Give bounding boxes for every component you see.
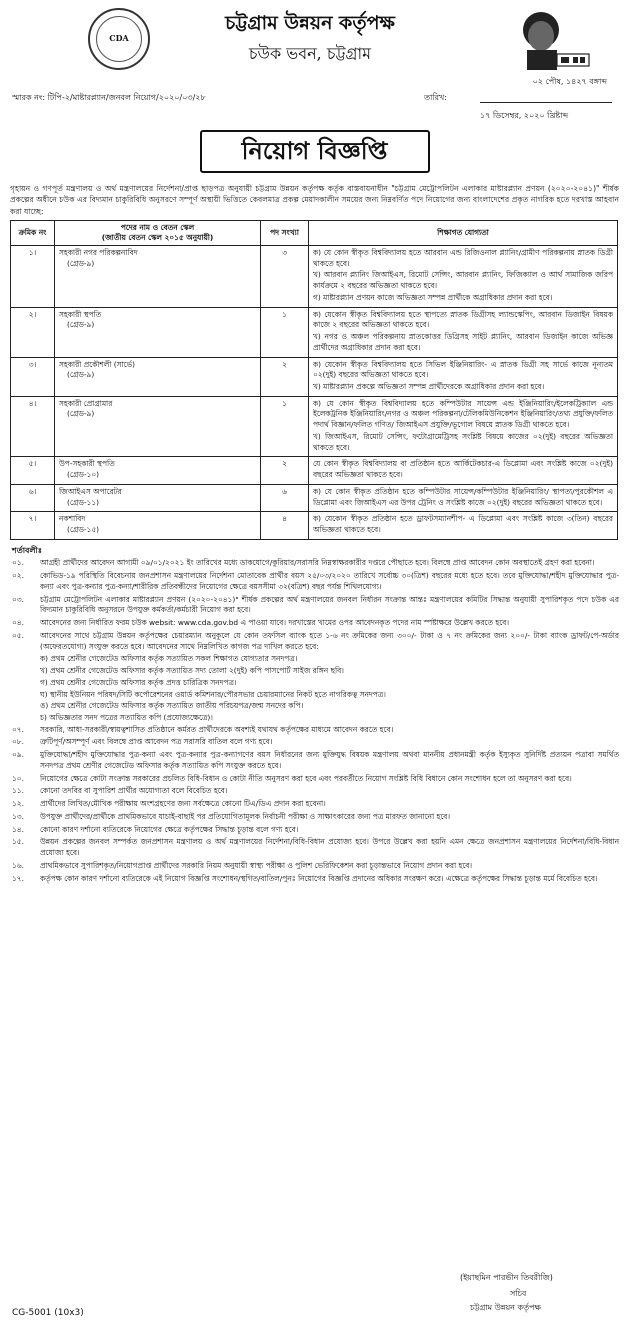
cell-qualification [309, 396, 618, 457]
term-text: প্রাথমিকভাবে সুপারিশকৃত/নিয়োগপ্রাপ্ত প্রার্থীদের সরকারি নিয়ম অনুযায়ী স্বাস্থ্য পরীক্ষা ও পুলিশ ভেরিফিকেশন করা চূড়ান্তভাবে নিয়োগ প্রদান করা হবে। [40, 860, 473, 870]
header-count: পদ সংখ্যা [261, 220, 309, 245]
post-grade: (গ্রেড-১১) [67, 497, 99, 507]
date-label: তারিখ: [424, 93, 447, 102]
term-text: কোনো কারণ দর্শানো ব্যতিরেকে নিয়োগের ক্ষেত্রে কর্তৃপক্ষের সিদ্ধান্ত চূড়ান্ত বলে গণ্য হবে। [40, 824, 299, 834]
header-post [55, 220, 261, 245]
cell-count: ৪ [261, 512, 309, 539]
term-text: সরকারি, আধা-সরকারী/স্বায়ত্বশাসিত প্রতিষ্ঠানে কর্মরত প্রার্থীদেরকে অবশ্যই যথাযথ কর্তৃপক্ষের মাধ্যমে আবেদন করতে হবে। [40, 724, 394, 734]
term-item [10, 595, 619, 616]
cell-post [55, 245, 261, 307]
organization-address: চউক ভবন, চট্টগ্রাম [248, 44, 372, 63]
qualification-item: ক) যেকোন স্বীকৃত প্রতিষ্ঠান হতে ড্রাফটসম্যানশীপ- এ ডিপ্লোমা এবং সংশ্লিষ্ট কাজে ৩(তিন) বছরের অভিজ্ঞতা থাকতে হবে। [313, 514, 613, 535]
cell-count: ১ [261, 396, 309, 457]
table-header-row [11, 220, 618, 245]
signature-block [0, 1262, 629, 1327]
term-number: ০৫. [12, 630, 24, 640]
document-requirement-item: ক) প্রথম শ্রেনীর গেজেটেড অফিসার কর্তৃক সত্যায়িত সকল শিক্ষাগত যোগ্যতার সনদপত্র। [40, 654, 298, 664]
term-number: ০৪. [12, 618, 24, 628]
cell-post [55, 512, 261, 539]
term-text: ত্রুটিপূর্ণ/অসম্পূর্ণ এবং বিলম্বে প্রাপ্ত আবেদন পত্র সরাসরি বাতিল বলে গণ্য হবে। [40, 737, 273, 747]
term-item [10, 558, 619, 569]
document-requirement-item: ঙ) প্রথম শ্রেনীর গেজেটেড অফিসার কর্তৃক সত্যায়িত জাতীয় পরিচয়পত্র/জন্ম সনদের কপি। [40, 701, 304, 711]
bangla-date: ০২ পৌষ, ১৪২৭ বঙ্গাব্দ [532, 77, 607, 86]
term-text: আগ্রহী প্রার্থীদের আবেদন আগামী ০৯/০১/২০২১ ইং তারিখের মধ্যে ডাকযোগে/কুরিয়ার/সরাসরি নিম্নস্বাক্ষরকারীর দপ্তরে পৌছাতে হবে। বিলম্বে প্রাপ্ত আবেদন কোন অবস্থাতেই গ্রহণ করা হবেনা। [40, 558, 595, 568]
header-serial: ক্রমিক নং [11, 220, 55, 245]
document-requirement-item: গ) প্রথম শ্রেনীর গেজেটেড অফিসার কর্তৃক প্রদত্ত চারিত্রিক সনদপত্র। [40, 677, 237, 687]
header-qualification: শিক্ষাগত যোগ্যতা [309, 220, 618, 245]
letterhead [10, 6, 619, 90]
term-text: নিয়োগের ক্ষেত্রে কোটা সংক্রান্ত সরকারের প্রচলিত বিধি-বিধান ও কোটা নীতি অনুসরণ করা হবে এবং পরবর্তীতে নিয়োগ সংশ্লিষ্ট বিধি বিধানে কোন সংশোধন হলে তা অনুসরণ করা হবে। [40, 773, 572, 783]
cell-serial: ৬। [11, 484, 55, 511]
term-number: ০১. [12, 558, 24, 568]
qualification-item: যে কোন স্বীকৃত বিশ্ববিদ্যালয় বা প্রতিষ্ঠান হতে আর্কিটেকচার-এ ডিপ্লোমা এবং সংশ্লিষ্ট কাজে ০২(দুই) বছরের অভিজ্ঞতা থাকতে হবে। [313, 459, 613, 480]
table-row [11, 307, 618, 357]
term-item [10, 631, 619, 652]
cell-post [55, 484, 261, 511]
cell-post [55, 307, 261, 357]
cell-qualification [309, 357, 618, 396]
cell-qualification [309, 484, 618, 511]
signatory-name: (ইয়াছমিন পারভীন তিবরীজি) [460, 1273, 553, 1282]
intro-paragraph: গৃহায়ন ও গণপূর্ত মন্ত্রণালয় ও অর্থ মন্ত্রণালয়ের নির্দেশনা/প্রাপ্ত ছাড়পত্র অনুযায়ী চট্টগ্রাম উন্নয়ন কর্তৃপক্ষ কর্তৃক বাস্তবায়নাধীন "চট্টগ্রাম মেট্রোপলিটন এলাকার মাষ্টারপ্ল্যান প্রণয়ন (২০২০-২০৪১)" শীর্ষক প্রকল্পের অধীনে চউক এর বিদ্যমান চাকুরিবিধি অনুসরণে সম্পূর্ণ অস্থায়ী ভিত্তিতে কেবলমাত্র প্রকল্প মেয়াদকালীন সময়ের জন্য নিম্নবর্ণিত পদে নিয়োগের জন্য বাংলাদেশের প্রকৃত নাগরিক হতে দরখাস্ত আহবান করা যাচ্ছে: [10, 183, 619, 216]
post-grade: (গ্রেড-১০) [67, 470, 100, 480]
term-item [10, 737, 619, 748]
post-grade: (গ্রেড-৯) [67, 409, 95, 419]
cell-serial: ২। [11, 307, 55, 357]
term-number: ১৩. [12, 811, 24, 821]
qualification-item: খ) জিআইএস, রিমোট সেন্সিং, ফটোগ্রামেট্রিসহ সংশ্লিষ্ট বিষয়ে কাজের ০২(দুই) বছরের অভিজ্ঞতা থাকতে হবে। [313, 431, 613, 452]
cell-count: ৬ [261, 484, 309, 511]
qualification-item: ক) যেকোন স্বীকৃত বিশ্ববিদ্যালয় হতে স্থাপত্যে স্নাতক ডিগ্রীসহ ল্যান্ডস্কেপিং, আরবান ডিজাইন বিষয়ক কাজে ২ বছরের অভিজ্ঞতা থাকতে হবে। [313, 309, 613, 330]
table-row [11, 396, 618, 457]
cell-serial: ৭। [11, 512, 55, 539]
term-text: উন্নয়ন প্রকল্পের জনবল সম্পর্কত জনপ্রশাসন মন্ত্রণালয় ও অর্থ মন্ত্রণালয়ের নির্দেশনা/বিধি-বিধান প্রযোজ্য হবে। উপরে উল্লেখ করা হয়নি এমন ক্ষেত্রে জনপ্রশাসন মন্ত্রণালয়ের নির্দেশনা/বিধি-বিধান প্রযোজ্য হবে। [40, 837, 619, 858]
term-text: প্রার্থীদের লিখিত/মৌখিক পরীক্ষায় অংশগ্রহণের জন্য সর্বক্ষেত্রে কোনো টিএ/ডিএ প্রদান করা হবেনা। [40, 799, 326, 809]
term-number: ০৯. [12, 750, 24, 760]
post-name: জিআইএস অপারেটর [59, 486, 122, 496]
term-text: মুক্তিযোদ্ধা/শহীদ মুক্তিযোদ্ধার পুত্র-কন্যা এবং পুত্র-কন্যার পুত্র-কন্যাগণের বয়স নির্ধারনের জন্য মুক্তিযুদ্ধ বিষয়ক মন্ত্রণালয় অথবা মাননীয় প্রধানমন্ত্রী কর্তৃক ইস্যুকৃত সুনির্দিষ্ট প্রত্যয়ন পত্রাবা সমর্থিত সনদপত্র প্রথম শ্রেণীর গেজেটেড অফিসার কর্তৃক সত্যায়িত কপি সংযুক্ত করতে হবে। [40, 750, 619, 770]
header-post-sub: (জাতীয় বেতন স্কেল ২০১৫ অনুযায়ী) [101, 232, 214, 242]
cell-serial: ৫। [11, 457, 55, 484]
term-number: ১৭. [12, 873, 24, 883]
term-item [10, 837, 619, 858]
post-name: সহকারী প্রকৌশলী (সার্ভে) [59, 359, 135, 369]
qualification-item: খ) নগর ও অঞ্চল পরিকল্পনায় স্নাতকোত্তর ডিগ্রিসহ সাইট প্ল্যানিং, আরবান ডিজাইন কাজে অভিজ্ঞ প্রার্থীদের অগ্রাধিকার প্রদান করা হবে। [313, 332, 613, 352]
term-text: কর্তৃপক্ষ কোন কারণ দর্শানো ব্যতিরেকে এই নিয়োগ বিজ্ঞপ্তি সংশোধন/স্থগিত/বাতিল/পুনঃ নিয়োগের বিজ্ঞপ্তি প্রদানের অধিকার সংরক্ষণ করে। এক্ষেত্রে কর্তৃপক্ষের সিদ্ধান্ত চূড়ান্ত মর্মে বিবেচিত হবে। [40, 873, 598, 883]
cell-post [55, 357, 261, 396]
qualification-item: ক) যে কোন স্বীকৃত প্রতিষ্ঠান হতে কম্পিউটার সায়েন্স/কম্পিউটার ইঞ্জিনিয়ারিং/ স্থাপত্য/পুরকৌশল এ ডিপ্লোমা এবং জিআইএস এর উপর ট্রেনিং ও সংশ্লিষ্ট কাজে ০২(দুই) বছরের অভিজ্ঞতা থাকতে হবে। [313, 486, 613, 507]
term-number: ১৪. [12, 824, 24, 834]
english-date: ১৭ ডিসেম্বর, ২০২০ খ্রিষ্টাব্দ [480, 111, 569, 120]
table-row [11, 357, 618, 396]
term-number: ০৩. [12, 594, 24, 604]
cell-post [55, 396, 261, 457]
post-name: উপ-সহকারী স্থপতি [59, 459, 115, 469]
cell-count: ২ [261, 357, 309, 396]
term-item [10, 725, 619, 736]
term-number: ১১. [12, 786, 24, 796]
mujib-centenary-logo [513, 6, 591, 70]
term-number: ০২. [12, 571, 24, 581]
signatory-title: সচিব [510, 1289, 527, 1298]
cell-count: ১ [261, 307, 309, 357]
qualification-item: ক) যে কোন স্বীকৃত বিশ্ববিদ্যালয় হতে কম্পিউটার সায়েন্স এন্ড ইঞ্জিনিয়ারিং/ইলেকট্রিক্যাল এন্ড ইলেকট্রনিক ইঞ্জিনিয়ারিং/নগর ও অঞ্চল পরিকল্পনা/টেলিকমিউনিকেশন ইঞ্জিনিয়ারিং/তথ্য প্রযুক্তি/ফলিত পদার্থ বিজ্ঞান/ফলিত গণিত/ জিআইএস প্রযুক্তি/ভূগোল বিষয়ে স্নাতক ডিগ্রী থাকতে হবে। [313, 398, 613, 430]
term-item [10, 774, 619, 785]
term-item [10, 786, 619, 797]
term-text: আবেদনের জন্য নির্ধারিত ফরম চউক websit: www.cda.gov.bd এ পাওয়া যাবে। দরখাস্তের খামের ওপর আবেদনকৃত পদের নাম স্পষ্টাক্ষরে উল্লেখ করতে হবে। [40, 618, 509, 628]
term-number: ১৫. [12, 837, 24, 847]
signatory-organization: চট্টগ্রাম উন্নয়ন কর্তৃপক্ষ [470, 1303, 542, 1312]
table-row [11, 245, 618, 307]
cell-count: ২ [261, 457, 309, 484]
term-item [10, 825, 619, 836]
term-item [10, 861, 619, 872]
term-text: আবেদনের সাথে চট্টগ্রাম উন্নয়ন কর্তৃপক্ষের চেয়ারম্যান অনুকূলে যে কোন তফসিল ব্যাংক হতে ১-৬ নং ক্রমিকের জন্য ৩০০/- টাকা ও ৭ নং ক্রমিকের জন্য ২০০/- টাকা ব্যাংক ড্রাফট/পে-অর্ডার (অফেরতযোগ্য) সংযুক্ত করতে হবে। আবেদনের সাথে নিম্নলিখিত কাগজ পত্র দাখিল করতে হবে: [40, 630, 619, 651]
term-number: ১০. [12, 773, 24, 783]
document-requirement-item: চ) অভিজ্ঞতার সনদ পত্রের সত্যায়িত কপি (প্রযোজ্যক্ষেত্রে)। [40, 712, 213, 722]
cda-logo [88, 8, 150, 70]
cell-post [55, 457, 261, 484]
document-requirement-item: খ) প্রথম শ্রেনীর গেজেটেড অফিসার কর্তৃক সত্যায়িত সদ্য তোলা ২(দুই) কপি পাসপোর্ট সাইজ রঙ্গিন ছবি। [40, 666, 344, 676]
term-item [10, 571, 619, 592]
qualification-item: খ) মাষ্টারপ্ল্যান প্রকল্পে অভিজ্ঞতা সম্পন্ন প্রার্থীদেরকে অগ্রাধিকার প্রদান করা হবে। [313, 382, 545, 392]
post-grade: (গ্রেড-৯) [67, 258, 95, 268]
cell-serial: ৪। [11, 396, 55, 457]
document-requirement-item: ঘ) স্থানীয় ইউনিয়ন পরিষদ/সিটি কর্পোরেশনের ওয়ার্ড কমিশনার/পৌরসভার চেয়ারম্যানের নিকট হতে নাগরিকত্ব সনদপত্র। [40, 689, 386, 699]
post-name: সহকারী প্রোগ্রামার [59, 398, 113, 408]
term-text: চট্টগ্রাম মেট্রোপলিটন এলাকার মাষ্টারপ্ল্যান প্রণয়ন (২০২০-২০৪১)" শীর্ষক প্রকল্পের অর্থ মন্ত্রণালয়ের জনবল নির্ধারন সংক্রান্ত আন্তঃ মন্ত্রণালয়ের কমিটির সিদ্ধান্ত অনুযায়ী সুপারিশকৃত পদে চউক এর বিদ্যমান চাকুরিবিধি অনুসরনে উপযুক্ত কর্মকর্তা/কর্মচারী নিয়োগ করা হবে। [40, 594, 619, 615]
cda-logo-text: CDA [96, 16, 142, 62]
reference-number: স্মারক নং: টিপি-২/মাষ্টারপ্ল্যান/জনবল নিয়োগ/২০২০/০৩/২৮ [12, 93, 206, 102]
terms-title: শর্তাবলীঃ [12, 545, 43, 555]
cell-serial: ৩। [11, 357, 55, 396]
cell-qualification [309, 457, 618, 484]
term-item [10, 750, 619, 771]
term-text: কোভিড-১৯ পরিস্থিতি বিবেচনায় জনপ্রশাসন মন্ত্রণালয়ের নির্দেশনা মোতাবেক প্রার্থীর বয়স ২৫/০৩/২০২০ তারিখে সর্বোচ্চ ৩০(ত্রিশ) বছরের মধ্যে হতে হবে। তবে মুক্তিযোদ্ধা/শহীদ মুক্তিযোদ্ধার পুত্র-কন্যা এবং পুত্র-কন্যার পুত্র-কন্যা/শারীরিক প্রতিবন্ধীদের নিয়োগের ক্ষেত্রে বয়সসীমা ৩২(বত্রিশ) বছর পর্যন্ত শিথিলযোগ্য। [40, 571, 619, 591]
qualification-item: ক) যে কোন স্বীকৃত বিশ্ববিদ্যালয় হতে আরবান এন্ড রিজিওনাল প্ল্যানিং/গ্রামীণ পরিকল্পনায় স্নাতক ডিগ্রী থাকতে হবে। [313, 247, 613, 268]
post-grade: (গ্রেড-৯) [67, 320, 95, 330]
date-underline [480, 102, 612, 103]
header-post-label: পদের নাম ও বেতন স্কেল [120, 222, 195, 232]
terms-list [10, 558, 619, 884]
qualification-item: গ) মাষ্টারপ্ল্যান প্রণয়ন কাজে অভিজ্ঞতা সম্পন্ন প্রার্থীকে অগ্রাধিকার প্রদান করা হবে। [313, 292, 553, 302]
term-text: কোনো তদবির বা সুপারিশ প্রার্থীর অযোগ্যতা বলে বিবেচিত হবে। [40, 786, 228, 796]
post-name: নকশাবিদ [59, 514, 86, 524]
cell-qualification [309, 245, 618, 307]
post-grade: (গ্রেড-১৫) [67, 525, 99, 535]
cell-serial: ১। [11, 245, 55, 307]
term-number: ১৬. [12, 860, 24, 870]
reference-row [10, 90, 619, 126]
table-row [11, 512, 618, 539]
term-item [10, 618, 619, 629]
notice-title: নিয়োগ বিজ্ঞপ্তি [200, 130, 430, 173]
table-row [11, 457, 618, 484]
term-item [10, 799, 619, 810]
term-item [10, 874, 619, 885]
table-row [11, 484, 618, 511]
post-name: সহকারী স্থপতি [59, 309, 102, 319]
term-number: ০৭. [12, 724, 24, 734]
term-text: উপযুক্ত প্রার্থীদের/প্রার্থীকে প্রাথমিকভাবে যাচাই-বাছাই পর প্রতিযোগিতামূলক নির্বাচনী পরীক্ষা ও সাক্ষাৎকারের জন্য পত্র মারফত জানানো হবে। [40, 811, 451, 821]
qualification-item: খ) আরবান প্ল্যানিং জিআইএস, রিমোট সেন্সিং, আরবান প্ল্যানিং, ফিজিক্যাল ও আর্থ সামাজিক জরিপ কার্যক্রমে ২ বছরের অভিজ্ঞতা থাকতে হবে। [313, 270, 613, 291]
post-grade: (গ্রেড-৯) [67, 370, 95, 380]
cell-qualification [309, 512, 618, 539]
posts-table [10, 220, 618, 540]
organization-name: চট্টগ্রাম উন্নয়ন কর্তৃপক্ষ [225, 12, 395, 34]
qualification-item: ক) যেকোন স্বীকৃত বিশ্ববিদ্যালয় হতে সিভিল ইঞ্জিনিয়ারিং- এ স্নাতক ডিগ্রী সহ সার্ভে কাজে নূন্যতম ০২(দুই) বছরের অভিজ্ঞতা থাকতে হবে। [313, 359, 613, 380]
cell-count: ৩ [261, 245, 309, 307]
post-name: সহকারী নগর পরিকল্পনাবিদ [59, 247, 138, 257]
term-number: ১২. [12, 799, 24, 809]
cell-qualification [309, 307, 618, 357]
term-number: ০৮. [12, 737, 24, 747]
print-code: CG-5001 (10x3) [12, 1308, 84, 1318]
term-item [10, 812, 619, 823]
